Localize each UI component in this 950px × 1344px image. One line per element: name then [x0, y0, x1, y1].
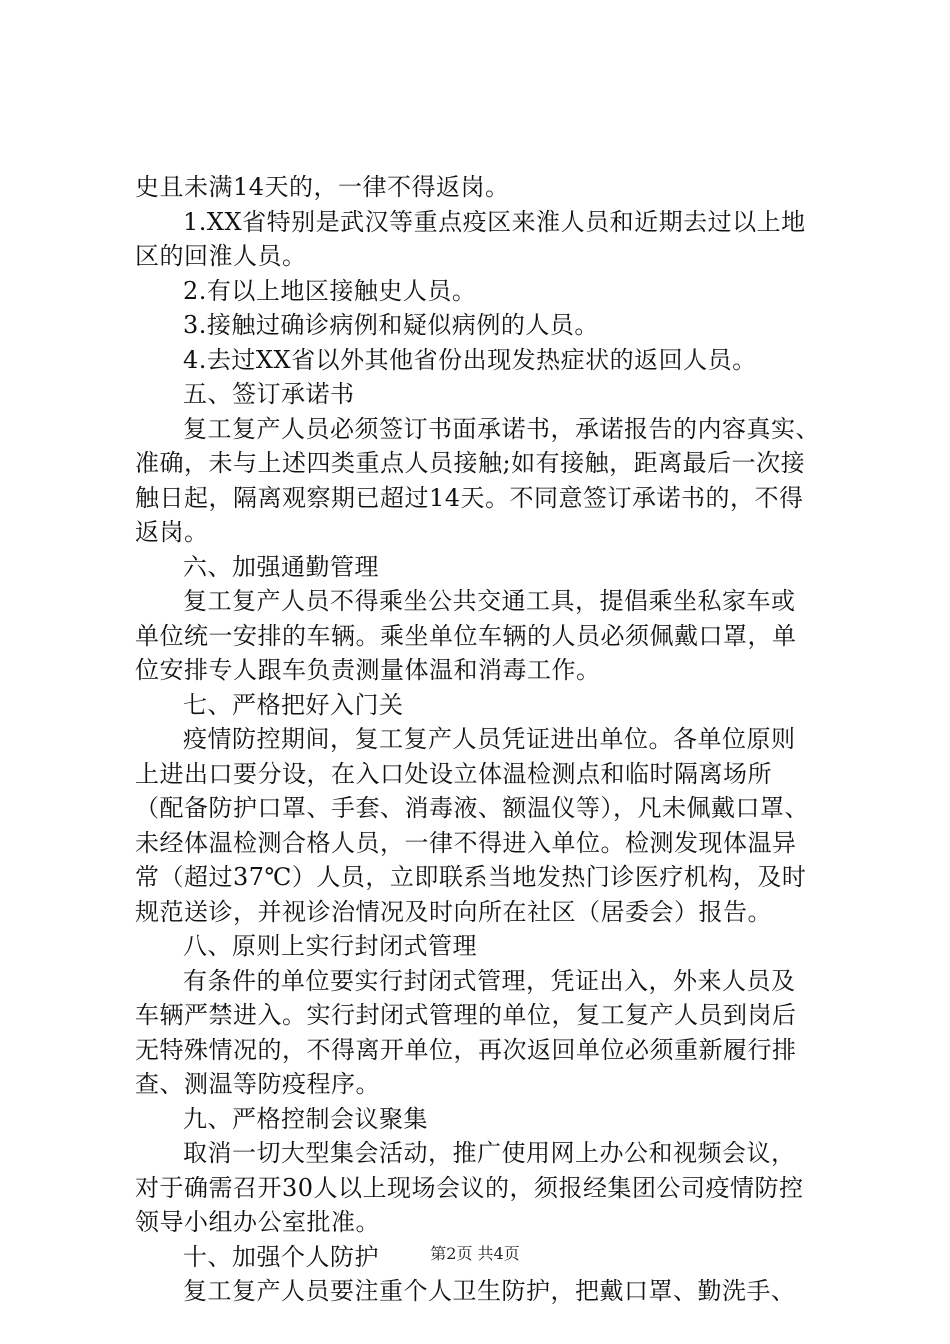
- text-line: 八、原则上实行封闭式管理: [183, 932, 477, 960]
- text-line: 返岗。: [135, 518, 209, 546]
- text-line: 规范送诊，并视诊治情况及时向所在社区（居委会）报告。: [135, 897, 772, 926]
- text-line: 史且未满14天的，一律不得返岗。: [135, 173, 510, 201]
- text-line: 有条件的单位要实行封闭式管理，凭证出入，外来人员及: [183, 966, 796, 995]
- text-line: （配备防护口罩、手套、消毒液、额温仪等），凡未佩戴口罩、: [135, 794, 809, 822]
- text-line: 4.去过XX省以外其他省份出现发热症状的返回人员。: [183, 345, 757, 374]
- text-line: 疫情防控期间，复工复产人员凭证进出单位。各单位原则: [183, 725, 796, 753]
- text-line: 车辆严禁进入。实行封闭式管理的单位，复工复产人员到岗后: [135, 1001, 797, 1029]
- text-line: 2.有以上地区接触史人员。: [183, 276, 477, 305]
- text-line: 3.接触过确诊病例和疑似病例的人员。: [183, 311, 599, 339]
- text-line: 区的回淮人员。: [135, 242, 307, 270]
- page-number-footer: 第2页 共4页: [430, 1244, 520, 1263]
- text-line: 六、加强通勤管理: [183, 552, 379, 581]
- text-line: 无特殊情况的，不得离开单位，再次返回单位必须重新履行排: [135, 1035, 797, 1064]
- text-line: 位安排专人跟车负责测量体温和消毒工作。: [135, 656, 601, 684]
- text-line: 对于确需召开30人以上现场会议的，须报经集团公司疫情防控: [135, 1173, 804, 1202]
- text-line: 常（超过37℃）人员，立即联系当地发热门诊医疗机构，及时: [135, 863, 807, 891]
- text-line: 复工复产人员必须签订书面承诺书，承诺报告的内容真实、: [183, 414, 820, 443]
- text-line: 未经体温检测合格人员，一律不得进入单位。检测发现体温异: [135, 828, 797, 857]
- text-line: 触日起，隔离观察期已超过14天。不同意签订承诺书的，不得: [135, 483, 804, 512]
- text-line: 复工复产人员不得乘坐公共交通工具，提倡乘坐私家车或: [183, 587, 796, 615]
- text-line: 单位统一安排的车辆。乘坐单位车辆的人员必须佩戴口罩，单: [135, 621, 797, 650]
- text-line: 准确，未与上述四类重点人员接触;如有接触，距离最后一次接: [135, 449, 806, 477]
- text-line: 查、测温等防疫程序。: [135, 1070, 380, 1098]
- document-body: [135, 170, 835, 1309]
- text-line: 十、加强个人防护: [183, 1242, 379, 1271]
- text-line: 1.XX省特别是武汉等重点疫区来淮人员和近期去过以上地: [183, 207, 806, 236]
- text-line: 取消一切大型集会活动，推广使用网上办公和视频会议，: [183, 1139, 796, 1167]
- text-line: 五、签订承诺书: [183, 380, 355, 408]
- text-line: 领导小组办公室批准。: [135, 1208, 380, 1236]
- text-line: 九、严格控制会议聚集: [183, 1104, 428, 1133]
- text-line: 七、严格把好入门关: [183, 690, 404, 719]
- text-line: 上进出口要分设，在入口处设立体温检测点和临时隔离场所: [135, 759, 772, 788]
- text-line: 复工复产人员要注重个人卫生防护，把戴口罩、勤洗手、: [183, 1277, 796, 1305]
